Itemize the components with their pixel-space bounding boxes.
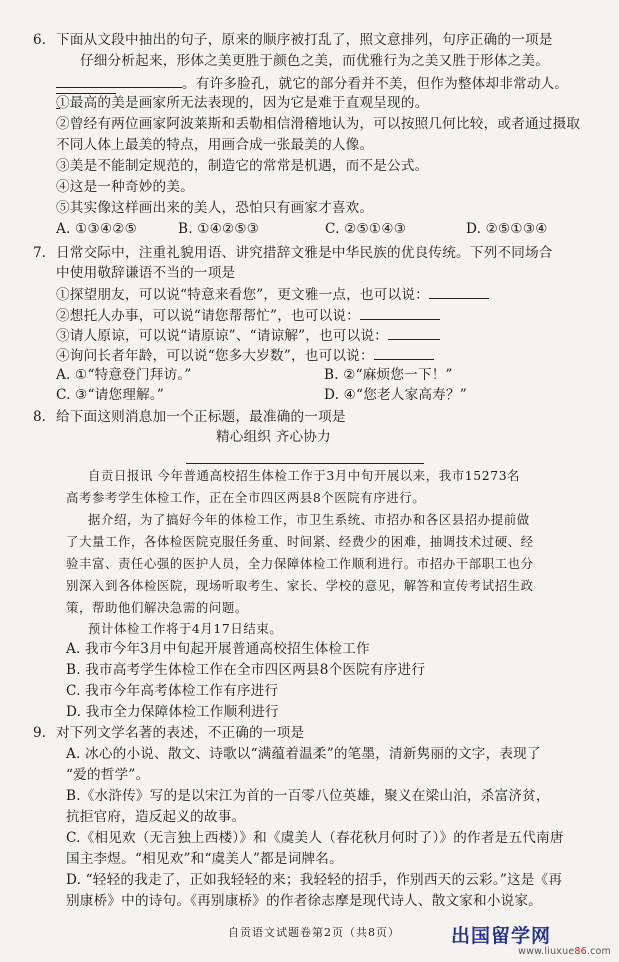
- q6-sentence-1: ①最高的美是画家所无法表现的，因为它是难于直观呈现的。: [56, 95, 429, 111]
- q8-news-line7: 策，帮助他们解决急需的问题。: [66, 600, 248, 615]
- q7-item-4-text: ④询问长者年龄，可以说“您多大岁数”，也可以说：: [56, 348, 374, 364]
- q7-item-2: [56, 305, 440, 325]
- q8-option-c: C. 我市今年高考体检工作有序进行: [66, 683, 279, 699]
- q6-sentence-4: ④这是一种奇妙的美。: [56, 179, 194, 195]
- site-watermark-logo: [451, 926, 611, 958]
- q8-news-line6: 别深入到各体检医院，现场听取考生、家长、学校的意见，解答和宣传考试招生政: [66, 578, 534, 593]
- q8-news-line3: 据介绍，为了搞好今年的体检工作，市卫生系统、市招办和各区县招办提前做: [88, 512, 530, 527]
- q8-number: 8.: [33, 409, 46, 425]
- q7-option-b: B. ②“麻烦您一下！”: [324, 367, 453, 383]
- q7-item-3-text: ③请人原谅，可以说“请原谅”、“请谅解”，也可以说：: [56, 328, 389, 344]
- q6-sentence-5: ⑤其实像这样画出来的美人，恐怕只有画家才喜欢。: [56, 200, 374, 216]
- q7-blank-4: [374, 345, 434, 360]
- watermark-url-suffix: .com: [586, 946, 611, 957]
- q6-sentence-2b: 不同人体上最美的特点，用画合成一张最美的人像。: [56, 137, 374, 153]
- q6-passage-line1: 仔细分析起来，形体之美更胜于颜色之美，而优雅行为之美又胜于形体之美。: [80, 53, 549, 69]
- q9-stem: 对下列文学名著的表述，不正确的一项是: [56, 725, 305, 741]
- q8-news-line8: 预计体检工作将于4月17日结束。: [88, 621, 283, 636]
- watermark-title: 出国留学网: [451, 925, 552, 947]
- q8-option-b: B. 我市高考学生体检工作在全市四区两县8个医院有序进行: [66, 662, 426, 678]
- watermark-url-number: 86: [574, 946, 587, 957]
- q7-blank-3: [388, 325, 440, 340]
- q8-option-a: A. 我市今年3月中旬起开展普通高校招生体检工作: [66, 641, 370, 657]
- q6-sentence-2a: ②曾经有两位画家阿波莱斯和丢勒相信滑稽地认为，可以按照几何比较，或者通过摄取: [56, 116, 581, 132]
- q6-option-b: B. ①④②⑤③: [178, 221, 260, 237]
- q6-passage-line2: [56, 73, 568, 93]
- q7-item-3: [56, 325, 440, 345]
- q9-option-c-line1: C.《相见欢（无言独上西楼）》和《虞美人（春花秋月何时了）》的作者是五代南唐: [66, 830, 564, 846]
- q7-option-d: D. ④“您老人家高寿？”: [324, 387, 467, 403]
- q9-option-a-line1: A. 冰心的小说、散文、诗歌以“满蕴着温柔”的笔墨，清新隽丽的文字，表现了: [66, 746, 541, 762]
- q7-number: 7.: [33, 245, 46, 261]
- q8-subtitle: 精心组织 齐心协力: [216, 429, 331, 445]
- q6-blank-line-2: [56, 93, 116, 94]
- watermark-url: [451, 946, 611, 957]
- q7-blank-1: [429, 284, 489, 299]
- q8-option-d: D. 我市全力保障体检工作顺利进行: [66, 704, 279, 720]
- q7-item-1-text: ①探望朋友，可以说“特意来看您”，更文雅一点，也可以说：: [56, 287, 429, 303]
- q7-item-1: [56, 284, 489, 304]
- q9-option-d-line2: 别康桥》中的诗句。《再别康桥》的作者徐志摩是现代诗人、散文家和小说家。: [66, 893, 542, 909]
- q9-option-b-line2: 抗拒官府，造反起义的故事。: [66, 809, 246, 825]
- q7-item-2-text: ②想托人办事，可以说“请您帮帮忙”，也可以说：: [56, 308, 360, 324]
- q9-option-d-line1: D. “轻轻的我走了，正如我轻轻的来；我轻轻的招手，作别西天的云彩。”这是《再: [66, 872, 563, 888]
- q6-stem: 下面从文段中抽出的句子，原来的顺序被打乱了，照文意排列，句序正确的一项是: [56, 32, 553, 48]
- q8-news-line5: 验丰富、责任心强的医护人员，全力保障体检工作顺利进行。市招办干部职工也分: [66, 556, 534, 571]
- page-footer: 自贡语文试题卷第2页（共8页）: [228, 926, 400, 939]
- q6-blank-1: [56, 73, 182, 88]
- q7-option-a: A. ①“特意登门拜访。”: [56, 367, 192, 383]
- q6-option-d: D. ②⑤①③④: [466, 221, 548, 237]
- q7-stem-line2: 中使用敬辞谦语不当的一项是: [56, 265, 236, 281]
- q9-option-c-line2: 国主李煜。“相见欢”和“虞美人”都是词牌名。: [66, 851, 343, 867]
- q8-news-line2: 高考参考学生体检工作，正在全市四区两县8个医院有序进行。: [66, 490, 426, 505]
- q7-option-c: C. ③“请您理解。”: [56, 387, 165, 403]
- q9-number: 9.: [33, 725, 46, 741]
- q6-sentence-3: ③美是不能制定规范的，制造它的常常是机遇，而不是公式。: [56, 158, 429, 174]
- watermark-url-prefix: www.liuxue: [518, 946, 575, 957]
- q9-option-b-line1: B.《水浒传》写的是以宋江为首的一百零八位英雄，聚义在梁山泊，杀富济贫，: [66, 788, 550, 804]
- q8-news-line1: 自贡日报讯 今年普通高校招生体检工作于3月中旬开展以来，我市15273名: [88, 468, 521, 483]
- q6-option-a: A. ①③④②⑤: [56, 221, 137, 237]
- q9-option-a-line2: “爱的哲学”。: [66, 767, 150, 783]
- q8-stem: 给下面这则消息加一个正标题，最准确的一项是: [56, 409, 346, 425]
- q8-title-blank: [186, 463, 424, 464]
- q6-number: 6.: [33, 32, 46, 48]
- q6-passage-line2-text: 。有许多脸孔，就它的部分看并不美，但作为整体却非常动人。: [182, 76, 569, 92]
- q6-option-c: C. ②⑤①④③: [325, 221, 407, 237]
- q8-news-line4: 了大量工作，各体检医院克服任务重、时间紧、经费少的困难，抽调技术过硬、经: [66, 534, 534, 549]
- q7-item-4: [56, 345, 434, 365]
- q7-stem-line1: 日常交际中，注重礼貌用语、讲究措辞文雅是中华民族的优良传统。下列不同场合: [56, 245, 553, 261]
- q7-blank-2: [360, 305, 440, 320]
